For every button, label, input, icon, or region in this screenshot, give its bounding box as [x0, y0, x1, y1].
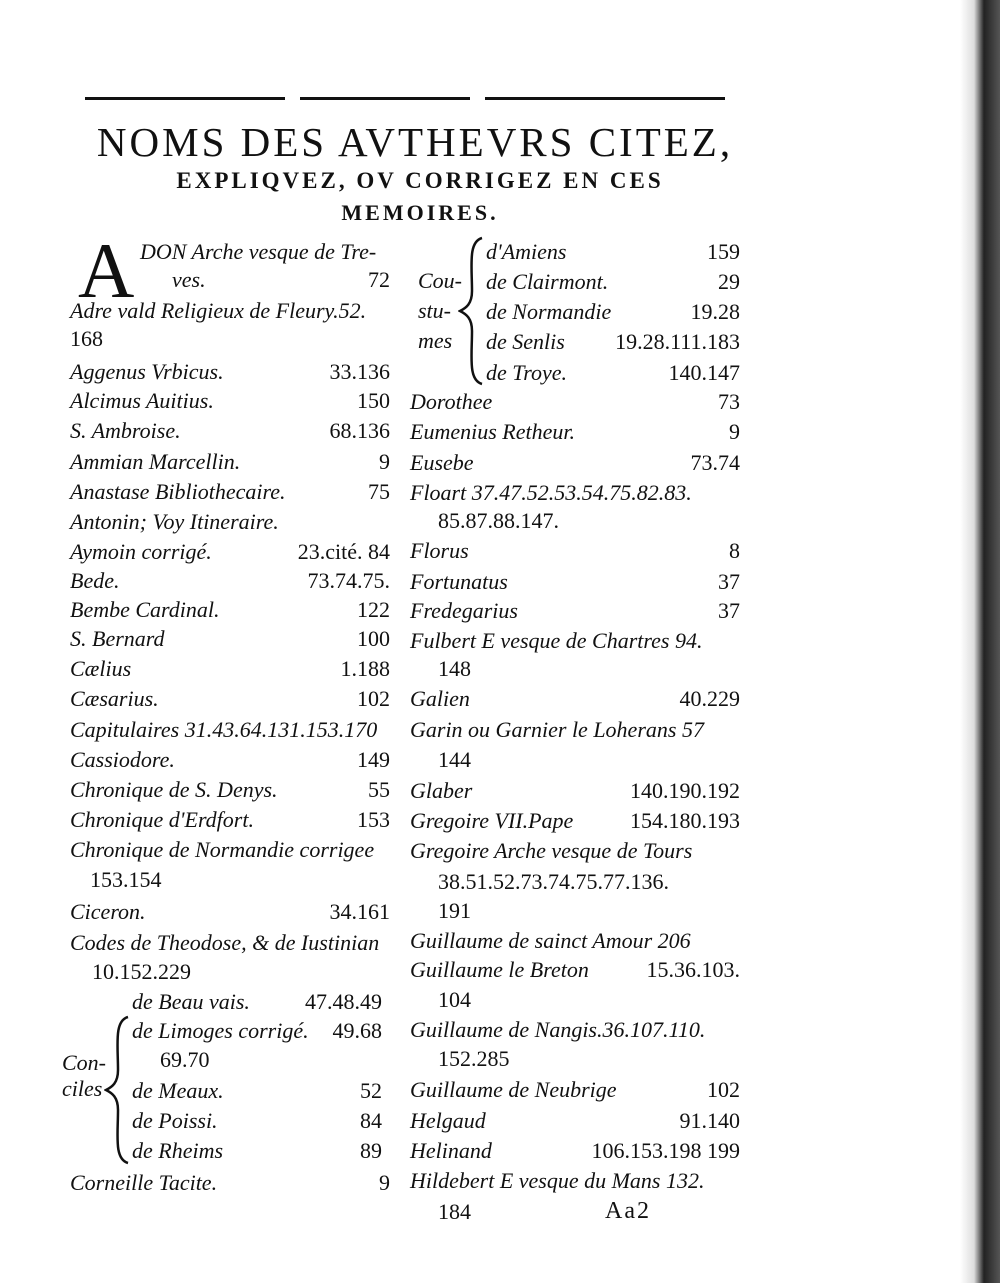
conciles-item: de Meaux. 52	[132, 1078, 382, 1103]
conciles-item: 69.70	[160, 1047, 210, 1072]
index-entry: Ciceron. 34.161	[70, 899, 390, 924]
index-entry: Fredegarius 37	[410, 598, 740, 623]
index-entry: Chronique de Normandie corrigee	[70, 837, 375, 862]
index-entry: Garin ou Garnier le Loherans 57	[410, 717, 704, 742]
index-entry: Ammian Marcellin. 9	[70, 449, 390, 474]
conciles-brace	[104, 1015, 132, 1165]
index-entry: Guillaume de Neubrige 102	[410, 1077, 740, 1102]
index-entry: Adre vald Religieux de Fleury.52.	[70, 298, 367, 323]
index-entry: Capitulaires 31.43.64.131.153.170	[70, 717, 378, 742]
index-entry: 148	[438, 656, 471, 681]
index-entry: Aymoin corrigé. 23.cité. 84	[70, 539, 390, 564]
index-entry: Helgaud 91.140	[410, 1108, 740, 1133]
coustumes-item: de Normandie 19.28	[486, 299, 740, 324]
coustumes-brace	[458, 236, 486, 386]
page-subtitle-end: MEMOIRES.	[341, 200, 499, 225]
index-entry: Florus 8	[410, 538, 740, 563]
header-rule-center	[300, 97, 470, 100]
conciles-item: de Limoges corrigé. 49.68	[132, 1018, 382, 1043]
conciles-item: de Beau vais. 47.48.49	[132, 989, 382, 1014]
index-entry: S. Bernard 100	[70, 626, 390, 651]
index-entry: 10.152.229	[92, 959, 191, 984]
index-entry: 191	[438, 898, 471, 923]
index-entry: Corneille Tacite. 9	[70, 1170, 390, 1195]
coustumes-item: d'Amiens 159	[486, 239, 740, 264]
index-entry: 38.51.52.73.74.75.77.136.	[438, 869, 669, 894]
index-entry: 152.285	[438, 1046, 510, 1071]
index-entry: 168	[70, 326, 103, 351]
index-entry: Fulbert E vesque de Chartres 94.	[410, 628, 703, 653]
signature-mark: Aa2	[605, 1198, 651, 1224]
page-edge-shadow	[960, 0, 1000, 1283]
coustumes-item: de Troye. 140.147	[486, 360, 740, 385]
index-entry: Eusebe 73.74	[410, 450, 740, 475]
index-entry: Glaber 140.190.192	[410, 778, 740, 803]
index-entry: Bembe Cardinal. 122	[70, 597, 390, 622]
index-entry-adon-cont: ves. 72	[172, 267, 390, 292]
index-entry: Cassiodore. 149	[70, 747, 390, 772]
index-entry-adon: DON Arche vesque de Tre-	[140, 239, 377, 264]
conciles-label: Con- ciles	[62, 1050, 106, 1101]
index-entry: Chronique de S. Denys. 55	[70, 777, 390, 802]
conciles-item: de Rheims 89	[132, 1138, 382, 1163]
index-entry: 104	[438, 987, 471, 1012]
index-entry: Galien 40.229	[410, 686, 740, 711]
index-entry: Anastase Bibliothecaire. 75	[70, 479, 390, 504]
drop-cap: A	[78, 227, 135, 314]
index-entry: Bede. 73.74.75.	[70, 568, 390, 593]
index-entry: Gregoire Arche vesque de Tours	[410, 838, 693, 863]
index-entry: Guillaume de Nangis.36.107.110.	[410, 1017, 706, 1042]
index-entry: Codes de Theodose, & de Iustinian	[70, 930, 380, 955]
index-entry: Eumenius Retheur. 9	[410, 419, 740, 444]
index-entry: 85.87.88.147.	[438, 508, 559, 533]
index-entry: Guillaume de sainct Amour 206	[410, 928, 691, 953]
index-entry: Antonin; Voy Itineraire.	[70, 509, 279, 534]
index-entry: Helinand 106.153.198 199	[410, 1138, 740, 1163]
index-entry: Cæsarius. 102	[70, 686, 390, 711]
conciles-item: de Poissi. 84	[132, 1108, 382, 1133]
index-entry: Cælius 1.188	[70, 656, 390, 681]
index-entry: Aggenus Vrbicus. 33.136	[70, 359, 390, 384]
page-title: NOMS DES AVTHEVRS CITEZ,	[96, 119, 734, 165]
index-entry: S. Ambroise. 68.136	[70, 418, 390, 443]
index-entry: Alcimus Auitius. 150	[70, 388, 390, 413]
index-entry: Floart 37.47.52.53.54.75.82.83.	[410, 480, 692, 505]
index-entry: Guillaume le Breton 15.36.103.	[410, 957, 740, 982]
index-entry: Dorothee 73	[410, 389, 740, 414]
coustumes-item: de Senlis 19.28.111.183	[486, 329, 740, 354]
index-entry: 153.154	[90, 867, 162, 892]
index-entry: 144	[438, 747, 471, 772]
index-entry: Fortunatus 37	[410, 569, 740, 594]
coustumes-item: de Clairmont. 29	[486, 269, 740, 294]
page-subtitle: EXPLIQVEZ, OV CORRIGEZ EN CES	[176, 168, 664, 193]
catchword: 184	[438, 1199, 471, 1224]
index-entry: Chronique d'Erdfort. 153	[70, 807, 390, 832]
header-rule-left	[85, 97, 285, 100]
index-entry: Gregoire VII.Pape 154.180.193	[410, 808, 740, 833]
index-entry: Hildebert E vesque du Mans 132.	[410, 1168, 705, 1193]
header-rule-right	[485, 97, 725, 100]
coustumes-label: Cou- stu- mes	[418, 268, 462, 353]
